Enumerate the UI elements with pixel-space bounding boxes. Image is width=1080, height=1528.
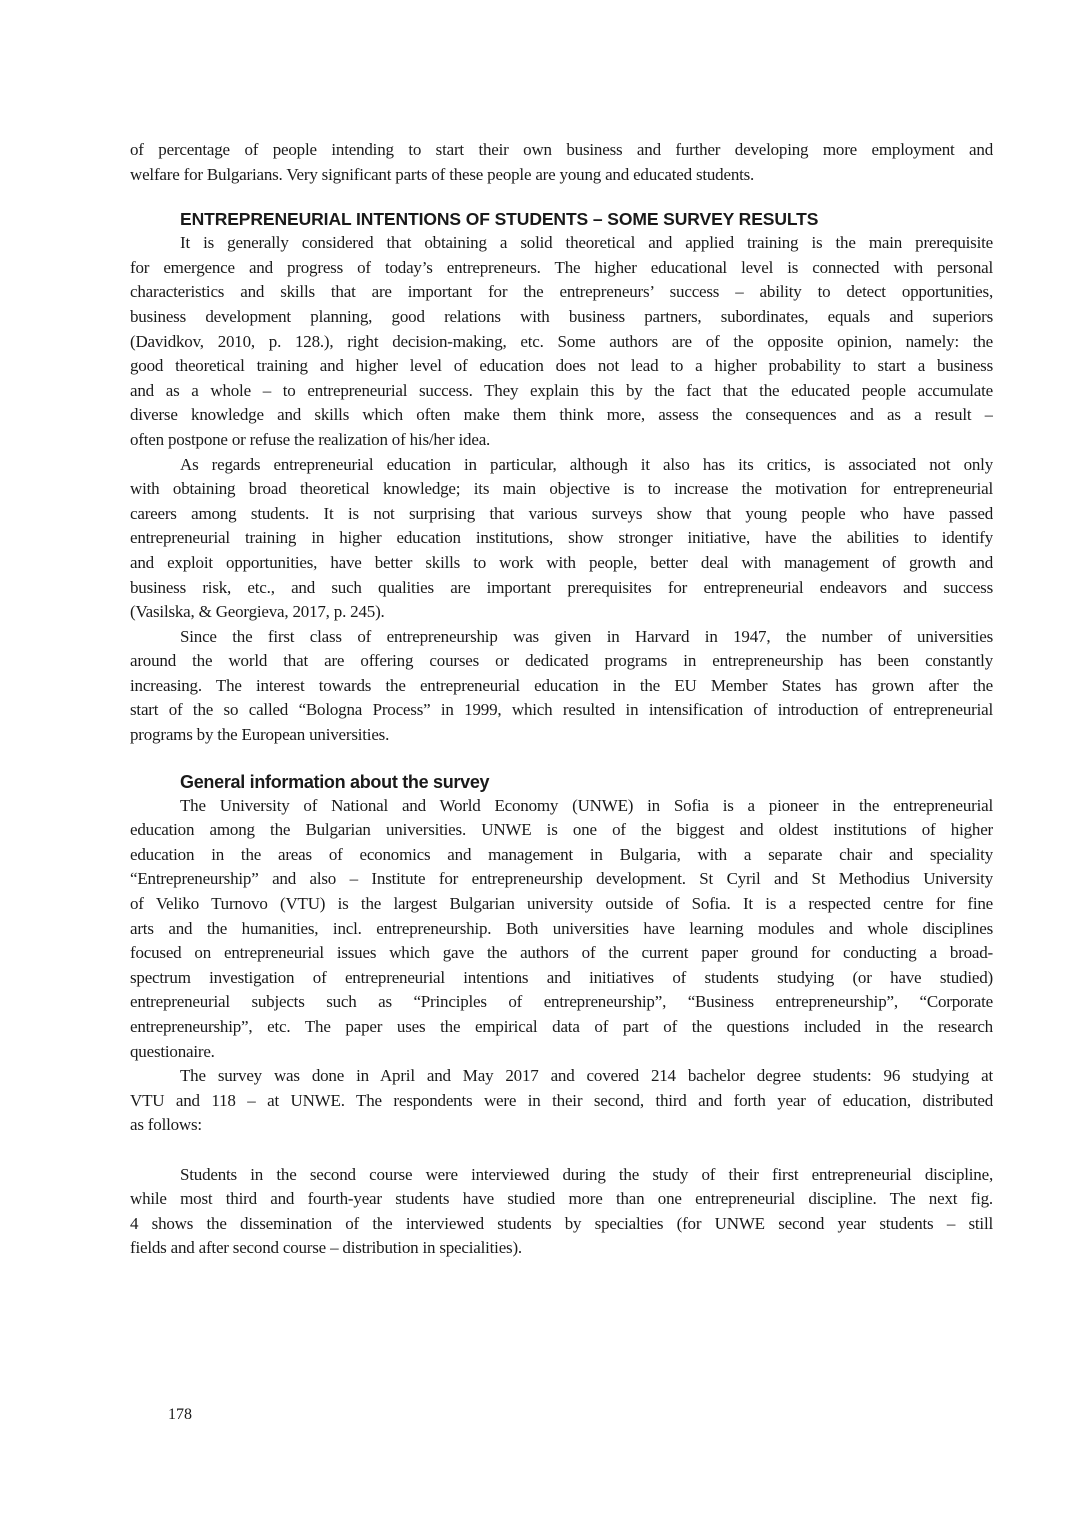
text-line: good theoretical training and higher level of education does not lead to a higher probability to start a business [130, 356, 993, 376]
paragraph [130, 1064, 993, 1138]
text-line: for emergence and progress of today’s entrepreneurs. The higher educational level is connected with personal [130, 257, 993, 277]
text-line: 4 shows the dissemination of the interviewed students by specialties (for UNWE second year students – still [130, 1213, 993, 1233]
text-line: characteristics and skills that are important for the entrepreneurs’ success – ability to detect opportunities, [130, 282, 993, 302]
subsection-heading: General information about the survey [180, 771, 490, 792]
page-number: 178 [168, 1406, 192, 1423]
text-line: “Entrepreneurship” and also – Institute for entrepreneurship development. St Cyril and St Methodius University [130, 869, 993, 889]
text-line: It is generally considered that obtaining a solid theoretical and applied training is the main prerequisite [180, 233, 993, 253]
paragraph [130, 453, 993, 625]
text-line: around the world that are offering courses or dedicated programs in entrepreneurship has been constantly [130, 651, 993, 671]
intro-paragraph [130, 138, 993, 187]
text-line: education among the Bulgarian universities. UNWE is one of the biggest and oldest institutions of higher [130, 820, 993, 840]
text-line: welfare for Bulgarians. Very significant parts of these people are young and educated students. [130, 164, 755, 184]
page-body [130, 138, 993, 1261]
text-line: start of the so called “Bologna Process” in 1999, which resulted in intensification of introduction of entrepreneurial [130, 700, 993, 720]
text-line: often postpone or refuse the realization of his/her idea. [130, 429, 491, 449]
text-line: The survey was done in April and May 2017 and covered 214 bachelor degree students: 96 studying at [180, 1066, 993, 1086]
text-line: The University of National and World Economy (UNWE) in Sofia is a pioneer in the entrepreneurial [180, 795, 993, 815]
paragraph [130, 1163, 993, 1261]
blank-space [130, 1138, 993, 1163]
text-line: Students in the second course were interviewed during the study of their first entrepreneurial discipline, [180, 1164, 993, 1184]
text-line: business development planning, good relations with business partners, subordinates, equals and superiors [130, 306, 993, 326]
paragraph [130, 625, 993, 748]
text-line: careers among students. It is not surprising that various surveys show that young people who have passed [130, 503, 993, 523]
text-line: (Vasilska, & Georgieva, 2017, p. 245). [130, 602, 385, 622]
text-line: diverse knowledge and skills which often make them think more, assess the consequences and as a result – [130, 405, 993, 425]
text-line: Since the first class of entrepreneurship was given in Harvard in 1947, the number of universities [180, 626, 993, 646]
text-line: entrepreneurship”, etc. The paper uses the empirical data of part of the questions included in the research [130, 1017, 993, 1036]
text-line: questionaire. [130, 1041, 215, 1061]
text-line: of Veliko Turnovo (VTU) is the largest Bulgarian university outside of Sofia. It is a respected centre for fine [130, 894, 993, 914]
text-line: focused on entrepreneurial issues which gave the authors of the current paper ground for conducting a broad- [130, 943, 993, 963]
text-line: entrepreneurial training in higher education institutions, show stronger initiative, have the abilities to identify [130, 528, 993, 548]
text-line: and as a whole – to entrepreneurial success. They explain this by the fact that the educated people accumulate [130, 380, 993, 400]
text-line: arts and the humanities, incl. entrepreneurship. Both universities have learning modules and whole disciplines [130, 918, 993, 938]
text-line: programs by the European universities. [130, 725, 390, 745]
text-line: increasing. The interest towards the entrepreneurial education in the EU Member States has grown after the [130, 675, 993, 695]
text-line: fields and after second course – distribution in specialities). [130, 1238, 522, 1258]
text-line: business risk, etc., and such qualities are important prerequisites for entrepreneurial endeavors and success [130, 577, 993, 597]
text-line: of percentage of people intending to start their own business and further developing more employment and [130, 140, 993, 159]
paragraph [130, 794, 993, 1065]
text-line: with obtaining broad theoretical knowledge; its main objective is to increase the motivation for entrepreneurial [130, 479, 993, 499]
text-line: spectrum investigation of entrepreneurial intentions and initiatives of students studying (or have studied) [130, 967, 993, 987]
paragraph [130, 231, 993, 452]
text-line: while most third and fourth-year students have studied more than one entrepreneurial discipline. The next fig. [130, 1189, 993, 1209]
section-heading: ENTREPRENEURIAL INTENTIONS OF STUDENTS – SOME SURVEY RESULTS [180, 209, 819, 230]
text-line: (Davidkov, 2010, p. 128.), right decision-making, etc. Some authors are of the opposite opinion, namely: the [130, 331, 993, 351]
text-line: entrepreneurial subjects such as “Principles of entrepreneurship”, “Business entrepreneurship”, “Corporate [130, 992, 993, 1012]
text-line: As regards entrepreneurial education in particular, although it also has its critics, is associated not only [180, 454, 993, 474]
text-line: and exploit opportunities, have better skills to work with people, better deal with management of growth and [130, 552, 993, 572]
text-line: education in the areas of economics and management in Bulgaria, with a separate chair and speciality [130, 844, 993, 864]
text-line: as follows: [130, 1115, 202, 1135]
text-line: VTU and 118 – at UNWE. The respondents were in their second, third and forth year of education, distributed [130, 1090, 993, 1110]
